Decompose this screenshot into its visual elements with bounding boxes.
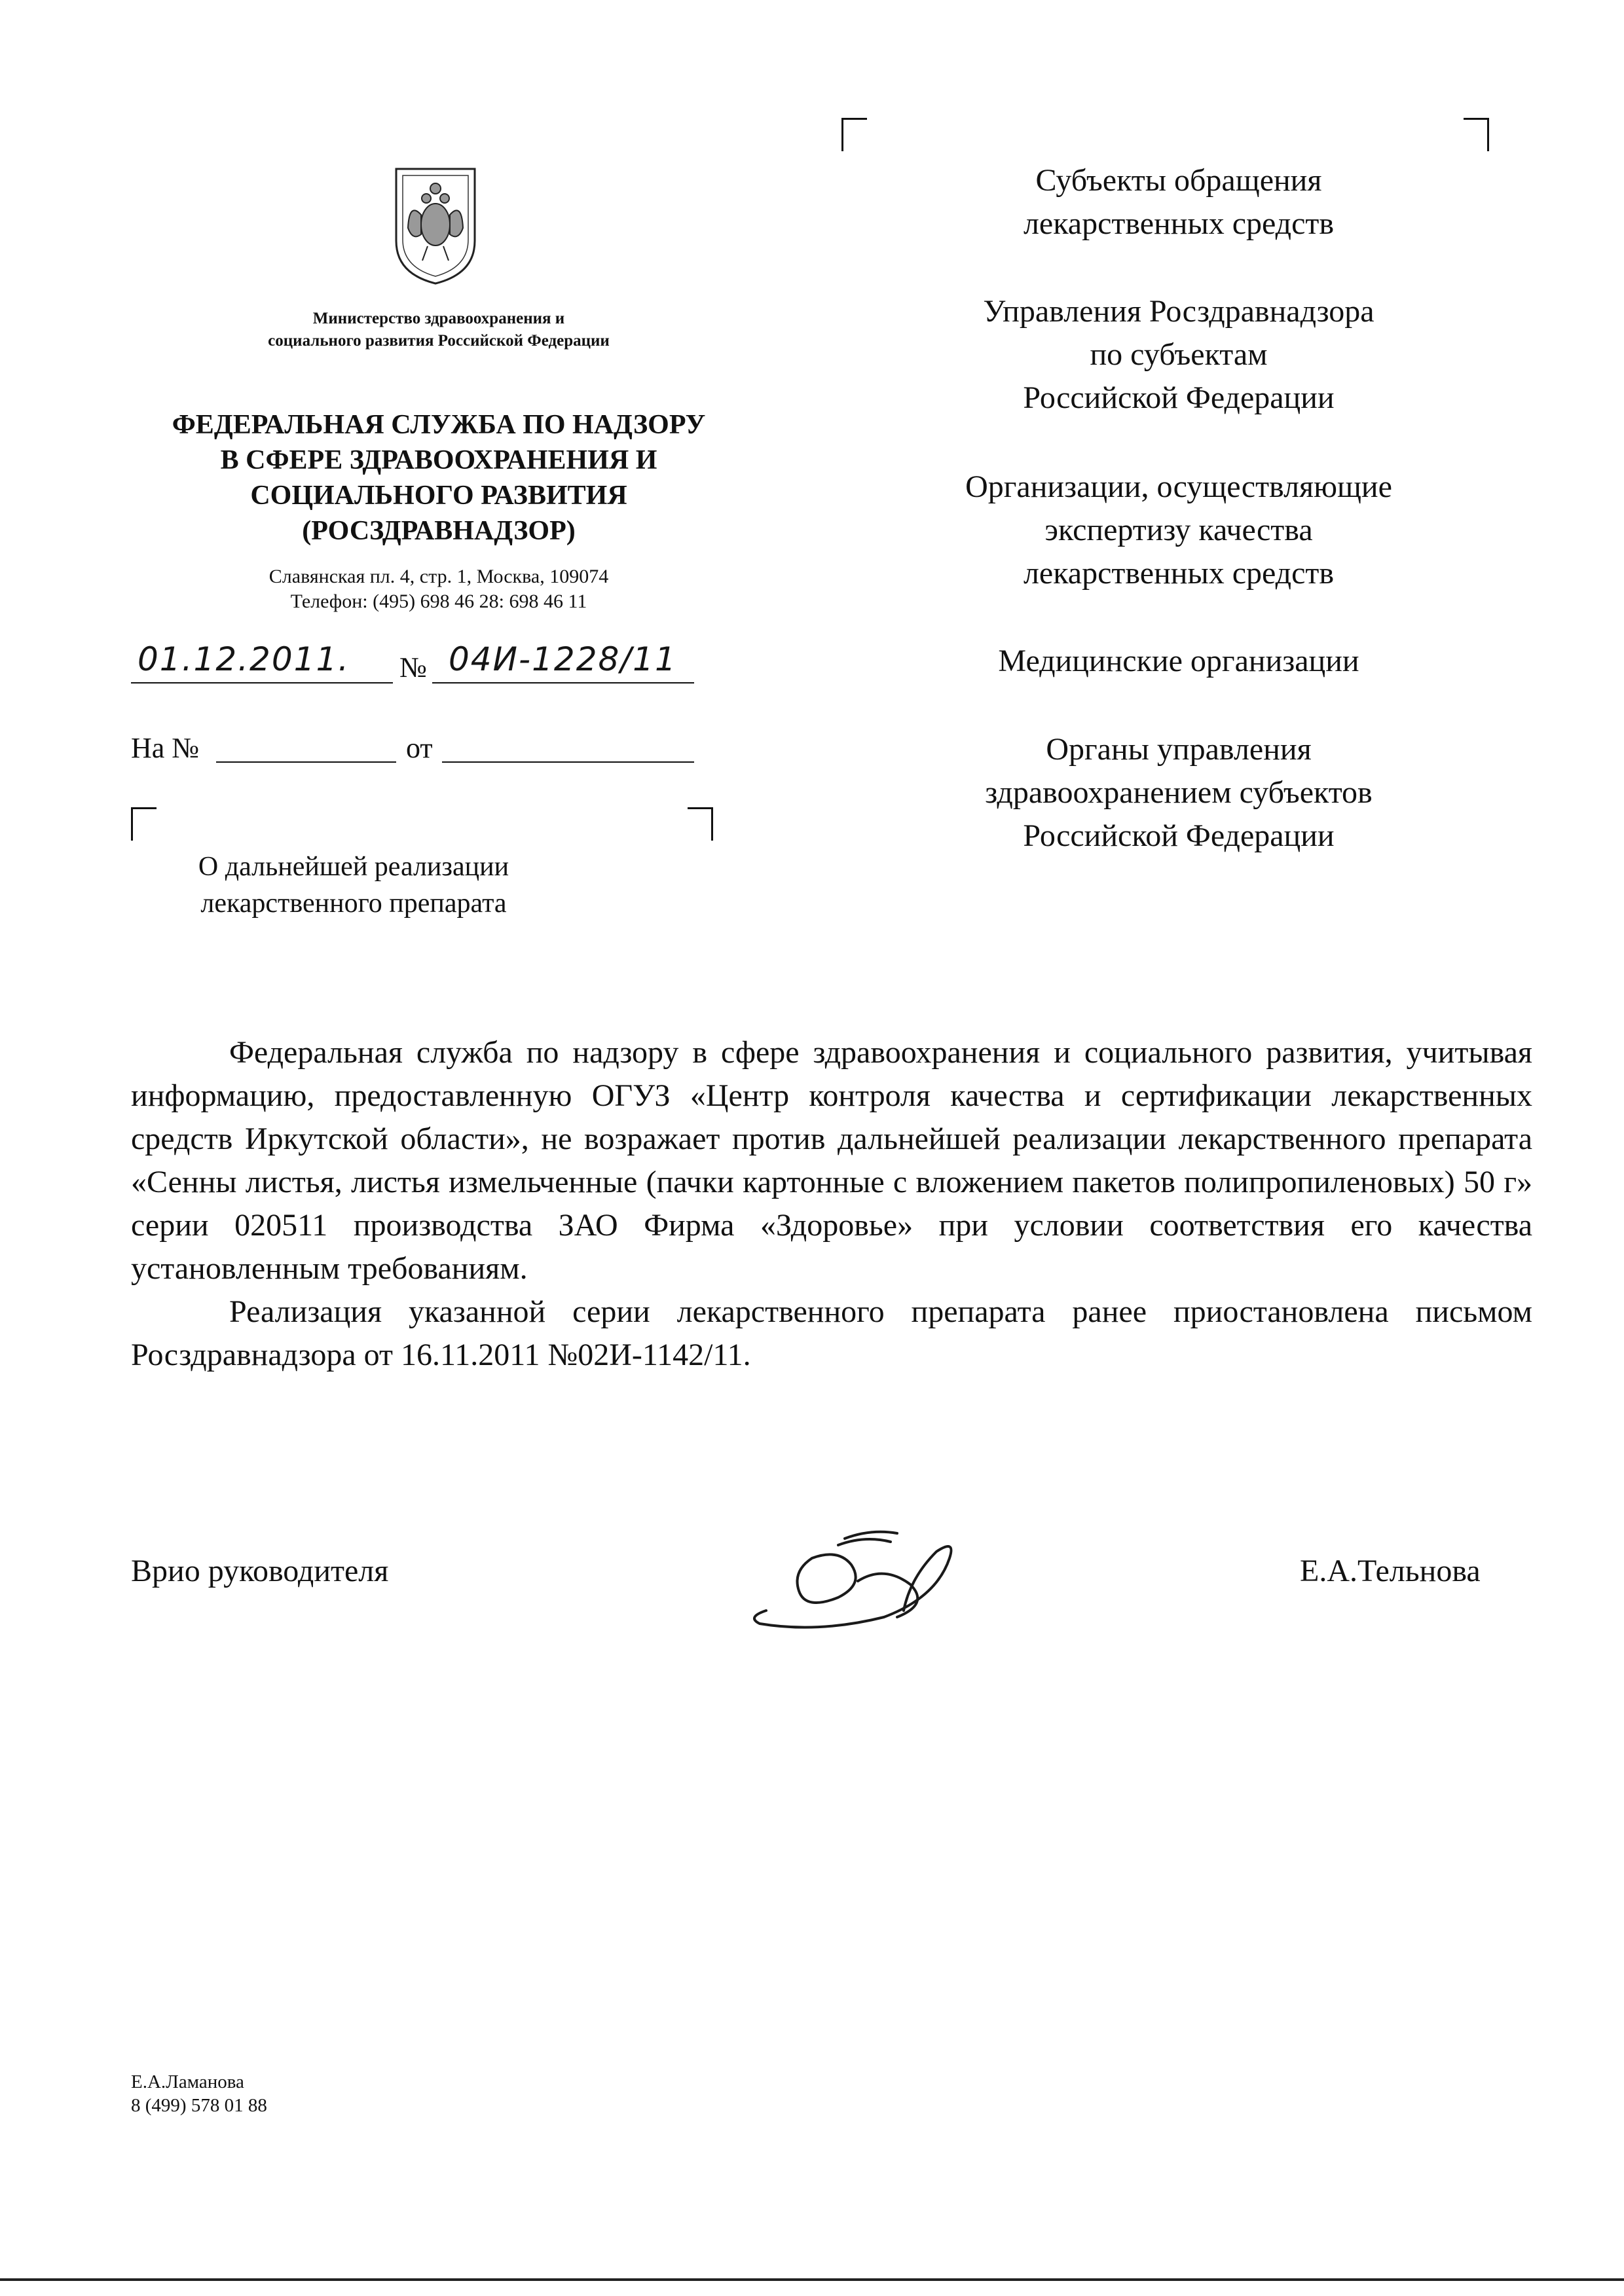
- coat-of-arms-emblem: [383, 162, 488, 287]
- recipient-line: Организации, осуществляющие: [965, 469, 1392, 504]
- recipient-line: Российской Федерации: [1023, 380, 1335, 415]
- signatory-name: Е.А.Тельнова: [1300, 1554, 1481, 1588]
- outgoing-date: 01.12.2011.: [138, 640, 350, 678]
- subject-bracket-right: [688, 807, 713, 841]
- recipient-line: здравоохранением субъектов: [985, 775, 1373, 810]
- recipient-line: Управления Росздравнадзора: [983, 294, 1375, 329]
- page-bottom-rule: [0, 2278, 1624, 2281]
- reply-number-label: На №: [131, 732, 200, 764]
- subject-line: лекарственного препарата: [200, 888, 507, 919]
- recipient-line: лекарственных средств: [1023, 206, 1335, 241]
- subject-line: О дальнейшей реализации: [198, 852, 509, 882]
- body-paragraph: Реализация указанной серии лекарственного препарата ранее приостановлена письмом Росздравнадзора от 16.11.2011 №02И-1142/11.: [131, 1294, 1532, 1372]
- handwritten-signature: [740, 1519, 976, 1637]
- agency-line: ФЕДЕРАЛЬНАЯ СЛУЖБА ПО НАДЗОРУ: [172, 410, 706, 440]
- recipient-line: Субъекты обращения: [1035, 163, 1322, 198]
- address-bracket-left: [841, 118, 867, 151]
- executor-phone: 8 (499) 578 01 88: [131, 2095, 267, 2116]
- recipient-line: Медицинские организации: [998, 644, 1359, 678]
- address-line: Телефон: (495) 698 46 28: 698 46 11: [290, 591, 587, 612]
- recipient-line: Органы управления: [1046, 732, 1312, 767]
- recipient-group: [884, 465, 1473, 595]
- reply-date-field: [442, 761, 694, 763]
- recipient-group: [884, 159, 1473, 246]
- agency-address: [151, 564, 727, 614]
- agency-line: СОЦИАЛЬНОГО РАЗВИТИЯ: [250, 481, 627, 511]
- recipient-line: Российской Федерации: [1023, 818, 1335, 853]
- letter-subject: [151, 848, 557, 922]
- agency-name: [98, 407, 779, 549]
- executor-name: Е.А.Ламанова: [131, 2071, 244, 2092]
- ministry-line: Министерство здравоохранения и: [312, 310, 565, 327]
- agency-line: (РОСЗДРАВНАДЗОР): [302, 516, 576, 546]
- number-label: №: [399, 651, 427, 683]
- recipient-line: лекарственных средств: [1023, 556, 1335, 591]
- recipient-group: [884, 290, 1473, 420]
- address-bracket-right: [1464, 118, 1489, 151]
- reply-from-label: от: [406, 732, 433, 764]
- executor-info: [131, 2070, 267, 2117]
- recipient-group: [884, 640, 1473, 683]
- number-underline: [432, 682, 694, 683]
- ministry-line: социального развития Российской Федерации: [268, 332, 610, 350]
- subject-bracket-left: [131, 807, 157, 841]
- recipient-line: экспертизу качества: [1044, 513, 1313, 547]
- recipient-group: [884, 728, 1473, 858]
- recipient-line: по субъектам: [1090, 337, 1268, 372]
- address-line: Славянская пл. 4, стр. 1, Москва, 109074: [268, 566, 609, 587]
- body-paragraph: Федеральная служба по надзору в сфере здравоохранения и социального развития, учитывая информацию, предоставленную ОГУЗ «Центр контроля качества и сертификации лекарственных средств Иркутской области», не возражает против дальнейшей реализации лекарственного препарата «Сенны листья, листья измельченные (пачки картонные с вложением пакетов полипропиленовых) 50 г» серии 020511 производства ЗАО Фирма «Здоровье» при условии соответствия его качества установленным требованиям.: [131, 1035, 1532, 1286]
- outgoing-number: 04И-1228/11: [449, 640, 677, 678]
- signatory-role: Врио руководителя: [131, 1554, 389, 1588]
- letter-body: [131, 1031, 1532, 1377]
- ministry-name: [177, 308, 701, 352]
- date-underline: [131, 682, 393, 683]
- reply-number-field: [216, 761, 396, 763]
- agency-line: В СФЕРЕ ЗДРАВООХРАНЕНИЯ И: [220, 445, 657, 475]
